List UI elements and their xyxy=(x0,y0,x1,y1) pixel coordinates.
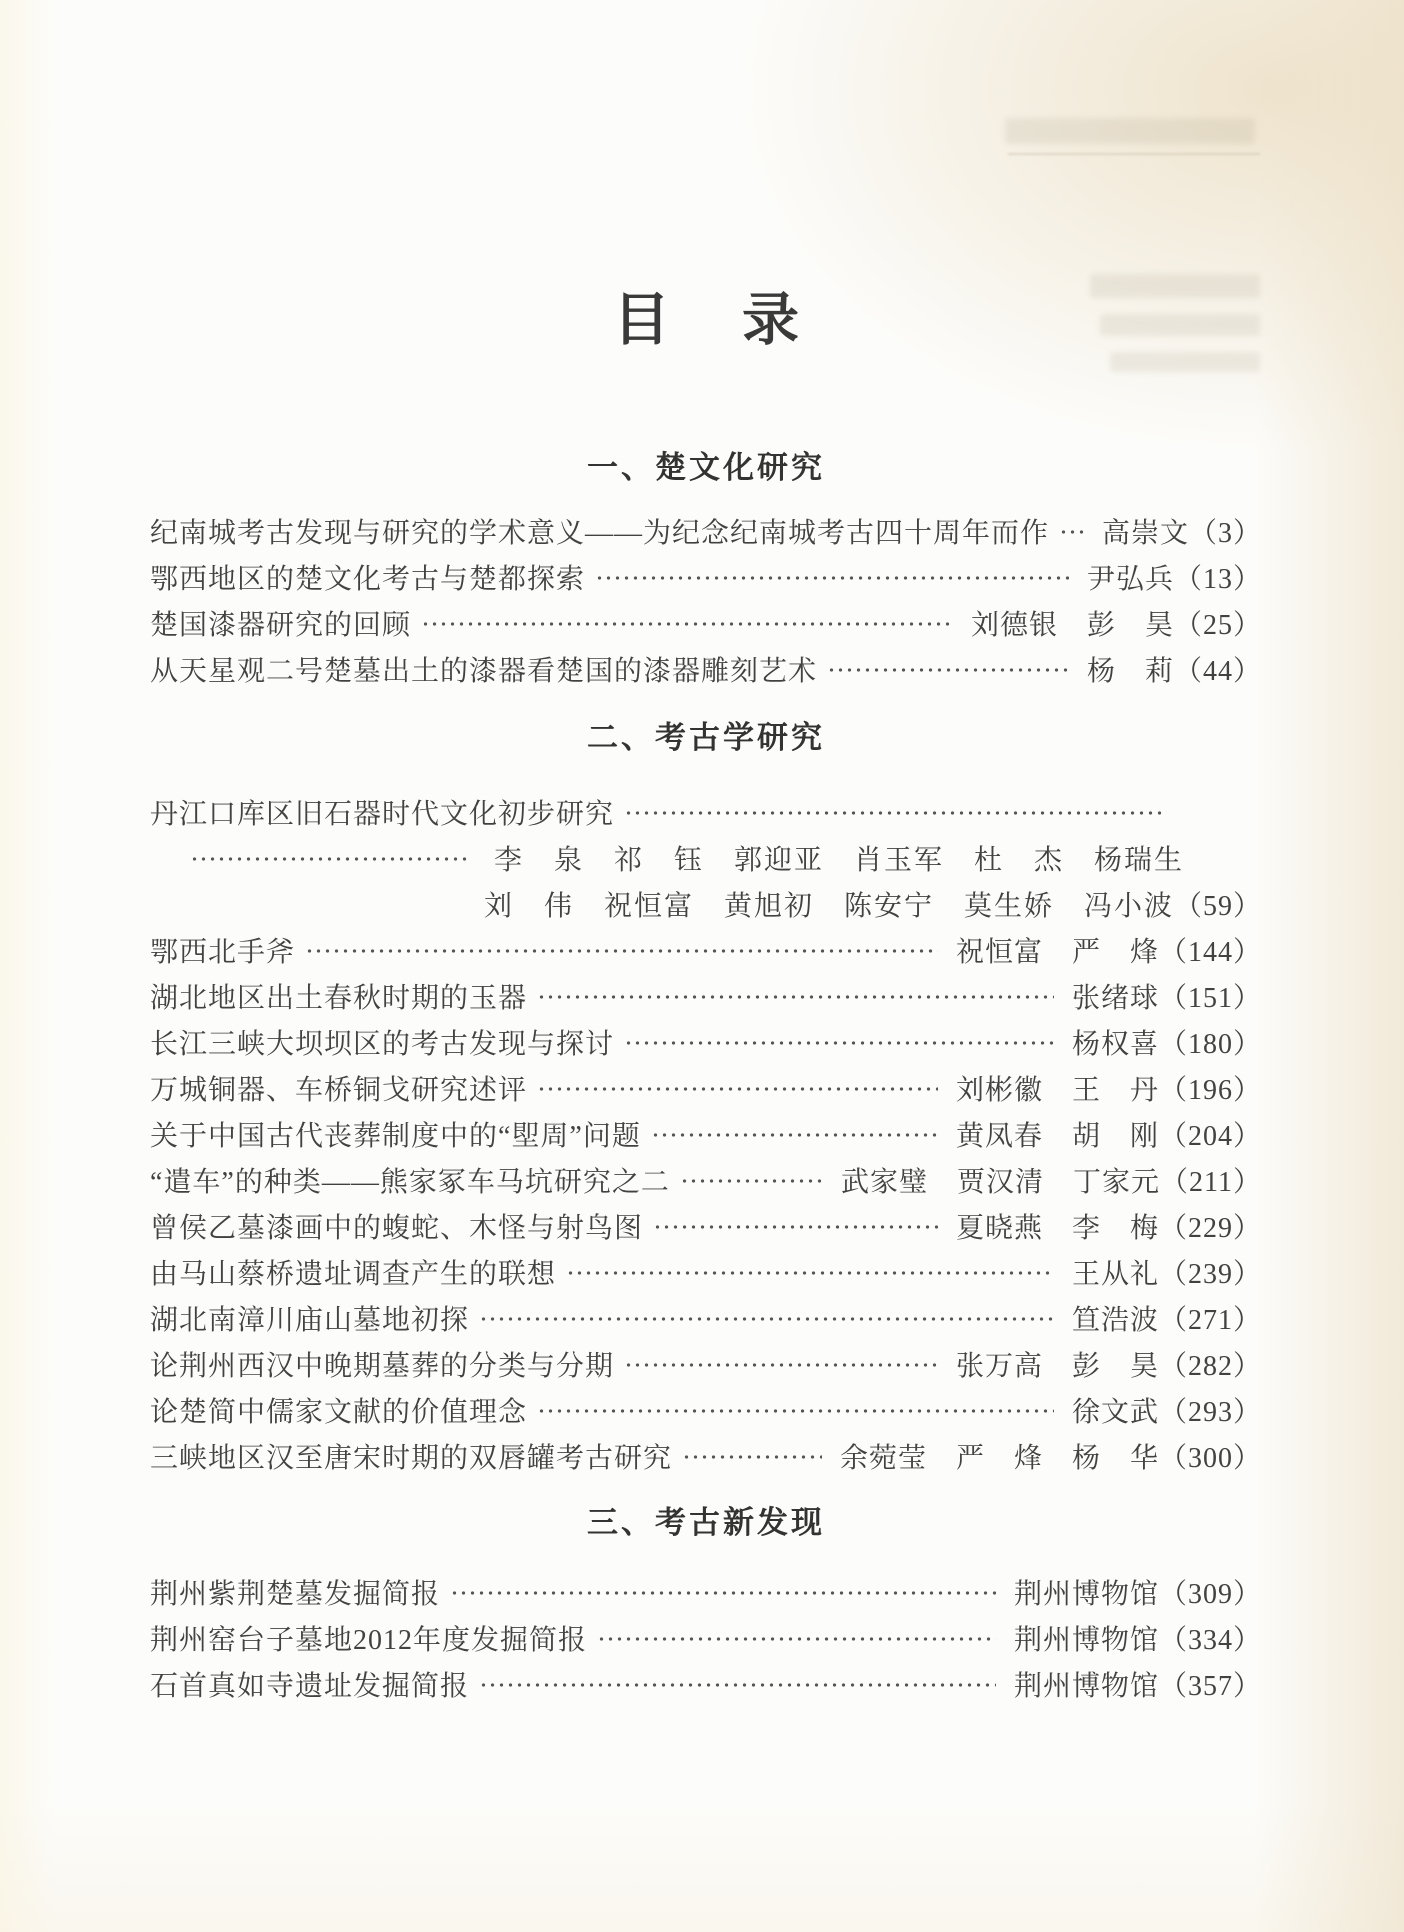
toc-entry-authors: 高崇文 xyxy=(1101,518,1189,549)
page-title-char: 目 xyxy=(613,289,670,352)
toc-content xyxy=(150,0,1262,1707)
dot-leader xyxy=(680,1433,822,1479)
toc-entry xyxy=(150,646,1262,692)
toc-entry-title: 论荆州西汉中晚期墓葬的分类与分期 xyxy=(150,1351,615,1382)
toc-entry xyxy=(150,1111,1262,1157)
dot-leader xyxy=(535,1065,938,1111)
section-heading-chu-culture: 一、楚文化研究 xyxy=(587,450,825,485)
toc-entry-title: “遣车”的种类——熊家冢车马坑研究之二 xyxy=(150,1167,670,1198)
toc-entry-page: （293） xyxy=(1158,1397,1262,1428)
page-title xyxy=(150,290,1262,352)
toc-entry-title: 荆州窑台子墓地2012年度发掘简报 xyxy=(150,1625,588,1656)
dot-leader xyxy=(595,1615,996,1661)
toc-entry-title: 楚国漆器研究的回顾 xyxy=(150,610,412,641)
dot-leader xyxy=(593,554,1069,600)
toc-entry-page: （13） xyxy=(1173,564,1262,595)
section-entries xyxy=(150,789,1262,1479)
toc-entry xyxy=(150,1019,1262,1065)
toc-entry xyxy=(150,1387,1262,1433)
dot-leader xyxy=(649,1111,938,1157)
toc-entry-page: （282） xyxy=(1158,1351,1262,1382)
dot-leader xyxy=(651,1203,938,1249)
toc-entry-authors: 李 泉 祁 钰 郭迎亚 肖玉军 杜 杰 杨瑞生 xyxy=(494,845,1185,876)
toc-entry-page: （334） xyxy=(1158,1625,1262,1656)
toc-entry-authors: 徐文武 xyxy=(1071,1397,1159,1428)
toc-entry xyxy=(150,1569,1262,1615)
toc-entry-authors: 刘 伟 祝恒富 黄旭初 陈安宁 莫生娇 冯小波 xyxy=(483,891,1174,922)
toc-entry xyxy=(150,1295,1262,1341)
toc-entry-title: 湖北南漳川庙山墓地初探 xyxy=(150,1305,470,1336)
toc-entry xyxy=(150,1661,1262,1707)
toc-entry-page: （300） xyxy=(1158,1443,1262,1474)
toc-entry-page: （180） xyxy=(1158,1029,1262,1060)
toc-entry-page: （196） xyxy=(1158,1075,1262,1106)
toc-entry-title: 鄂西地区的楚文化考古与楚都探索 xyxy=(150,564,586,595)
section-entries xyxy=(150,508,1262,692)
toc-entry-title: 荆州紫荆楚墓发掘简报 xyxy=(150,1579,441,1610)
page-title-char: 录 xyxy=(742,289,799,352)
toc-entry-authors: 笪浩波 xyxy=(1071,1305,1159,1336)
toc-entry-page: （239） xyxy=(1158,1259,1262,1290)
toc-entry-title: 从天星观二号楚墓出土的漆器看楚国的漆器雕刻艺术 xyxy=(150,656,818,687)
toc-entry-page: （204） xyxy=(1158,1121,1262,1152)
dot-leader xyxy=(622,1341,938,1387)
toc-entry-authors-row xyxy=(150,881,1262,927)
toc-entry-title: 曾侯乙墓漆画中的蝮蛇、木怪与射鸟图 xyxy=(150,1213,644,1244)
toc-entry-page: （357） xyxy=(1158,1671,1262,1702)
dot-leader xyxy=(303,927,938,973)
dot-leader xyxy=(535,973,1054,1019)
toc-entry-authors: 王从礼 xyxy=(1071,1259,1159,1290)
dot-leader xyxy=(564,1249,1054,1295)
toc-entry-title: 石首真如寺遗址发掘简报 xyxy=(150,1671,470,1702)
toc-entry-authors: 杨权喜 xyxy=(1071,1029,1159,1060)
section-heading-archaeology-research: 二、考古学研究 xyxy=(587,720,825,755)
section-entries xyxy=(150,1569,1262,1707)
toc-entry xyxy=(150,508,1262,554)
toc-entry-authors: 黄凤春 胡 刚 xyxy=(955,1121,1159,1152)
toc-entry xyxy=(150,927,1262,973)
toc-entry-title: 三峡地区汉至唐宋时期的双唇罐考古研究 xyxy=(150,1443,673,1474)
toc-entry xyxy=(150,1249,1262,1295)
toc-entry-title: 纪南城考古发现与研究的学术意义——为纪念纪南城考古四十周年而作 xyxy=(150,518,1050,549)
toc-entry-page: （211） xyxy=(1160,1167,1262,1198)
toc-entry-title: 湖北地区出土春秋时期的玉器 xyxy=(150,983,528,1014)
toc-entry-authors: 杨 莉 xyxy=(1086,656,1174,687)
toc-entry-authors: 祝恒富 严 烽 xyxy=(955,937,1159,968)
dot-leader xyxy=(622,789,1167,835)
toc-entry xyxy=(150,1433,1262,1479)
toc-entry-page: （271） xyxy=(1158,1305,1262,1336)
toc-entry xyxy=(150,554,1262,600)
toc-entry-title: 论楚简中儒家文献的价值理念 xyxy=(150,1397,528,1428)
toc-entry-title: 由马山蔡桥遗址调查产生的联想 xyxy=(150,1259,557,1290)
toc-entry-title: 关于中国古代丧葬制度中的“堲周”问题 xyxy=(150,1121,641,1152)
dot-leader xyxy=(448,1569,996,1615)
toc-entry-authors: 张万高 彭 昊 xyxy=(955,1351,1159,1382)
toc-entry-page: （229） xyxy=(1158,1213,1262,1244)
section-heading-new-discoveries: 三、考古新发现 xyxy=(587,1505,825,1540)
toc-entry xyxy=(150,1203,1262,1249)
toc-entry-page: （309） xyxy=(1158,1579,1262,1610)
toc-entry-title: 丹江口库区旧石器时代文化初步研究 xyxy=(150,799,615,830)
toc-entry xyxy=(150,1341,1262,1387)
toc-entry-title: 长江三峡大坝坝区的考古发现与探讨 xyxy=(150,1029,615,1060)
toc-entry-page: （25） xyxy=(1173,610,1262,641)
toc-entry-authors: 荆州博物馆 xyxy=(1013,1579,1159,1610)
toc-entry-page: （44） xyxy=(1173,656,1262,687)
toc-entry-page: （59） xyxy=(1173,891,1262,922)
toc-entry-authors: 夏晓燕 李 梅 xyxy=(955,1213,1159,1244)
toc-entry-page: （3） xyxy=(1188,518,1262,549)
toc-entry-page: （144） xyxy=(1158,937,1262,968)
toc-entry-page: （151） xyxy=(1158,983,1262,1014)
toc-entry-authors-row xyxy=(150,835,1262,881)
dot-leader xyxy=(825,646,1069,692)
toc-entry-authors: 刘德银 彭 昊 xyxy=(970,610,1174,641)
toc-entry-title: 万城铜器、车桥铜戈研究述评 xyxy=(150,1075,528,1106)
toc-entry-authors: 刘彬徽 王 丹 xyxy=(955,1075,1159,1106)
toc-entry xyxy=(150,973,1262,1019)
dot-leader xyxy=(622,1019,1054,1065)
toc-entry-authors: 尹弘兵 xyxy=(1086,564,1174,595)
toc-entry xyxy=(150,600,1262,646)
dot-leader xyxy=(477,1661,996,1707)
toc-entry-authors: 余菀莹 严 烽 杨 华 xyxy=(839,1443,1159,1474)
dot-leader xyxy=(535,1387,1054,1433)
dot-leader xyxy=(188,835,468,881)
toc-entry xyxy=(150,1157,1262,1203)
toc-entry xyxy=(150,1615,1262,1661)
toc-entry-authors: 武家璧 贾汉清 丁家元 xyxy=(841,1167,1161,1198)
toc-entry-authors: 荆州博物馆 xyxy=(1013,1625,1159,1656)
toc-entry xyxy=(150,1065,1262,1111)
dot-leader xyxy=(678,1157,823,1203)
dot-leader xyxy=(477,1295,1054,1341)
toc-entry xyxy=(150,789,1262,835)
toc-entry-authors: 荆州博物馆 xyxy=(1013,1671,1159,1702)
toc-entry-authors: 张绪球 xyxy=(1071,983,1159,1014)
toc-entry-title: 鄂西北手斧 xyxy=(150,937,296,968)
dot-leader xyxy=(1057,508,1084,554)
dot-leader xyxy=(419,600,953,646)
